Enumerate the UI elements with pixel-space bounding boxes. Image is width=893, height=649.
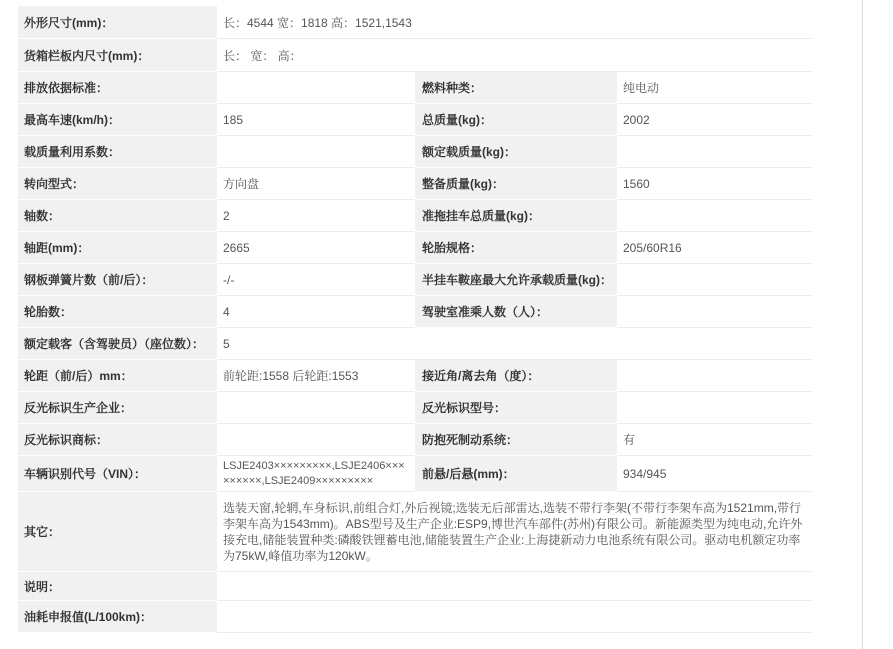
panel-divider xyxy=(862,0,863,649)
value-cab-passenger-capacity xyxy=(617,296,812,328)
label-axle-count: 轴数： xyxy=(18,200,217,232)
label-track-width: 轮距（前/后）mm： xyxy=(18,360,217,392)
value-vin: LSJE2403×××××××××,LSJE2406×××××××××,LSJE2409××××××××× xyxy=(217,456,415,492)
label-remarks: 说明： xyxy=(18,572,217,601)
label-rated-passengers: 额定载客（含驾驶员）（座位数）： xyxy=(18,328,217,360)
label-fuel-consumption: 油耗申报值(L/100km)： xyxy=(18,601,217,633)
label-rated-load-mass: 额定载质量(kg)： xyxy=(415,136,617,168)
label-semitrailer-saddle-max-load: 半挂车鞍座最大允许承载质量(kg)： xyxy=(415,264,617,296)
value-steering-type: 方向盘 xyxy=(217,168,415,200)
label-abs-system: 防抱死制动系统： xyxy=(415,424,617,456)
label-reflective-marking-model: 反光标识型号： xyxy=(415,392,617,424)
value-fuel-type: 纯电动 xyxy=(617,72,812,104)
value-outer-dimensions: 长：4544 宽：1818 高：1521,1543 xyxy=(217,6,812,39)
label-front-rear-overhang: 前悬/后悬(mm)： xyxy=(415,456,617,492)
spec-table xyxy=(18,6,812,633)
label-emission-standard: 排放依据标准： xyxy=(18,72,217,104)
value-tire-spec: 205/60R16 xyxy=(617,232,812,264)
label-outer-dimensions: 外形尺寸(mm)： xyxy=(18,6,217,39)
value-reflective-marking-trademark xyxy=(217,424,415,456)
value-front-rear-overhang: 934/945 xyxy=(617,456,812,492)
label-max-speed: 最高车速(km/h)： xyxy=(18,104,217,136)
value-reflective-marking-manufacturer xyxy=(217,392,415,424)
value-axle-count: 2 xyxy=(217,200,415,232)
label-fuel-type: 燃料种类： xyxy=(415,72,617,104)
label-approach-departure-angle: 接近角/离去角（度）： xyxy=(415,360,617,392)
value-fuel-consumption xyxy=(217,601,812,633)
label-reflective-marking-trademark: 反光标识商标： xyxy=(18,424,217,456)
label-reflective-marking-manufacturer: 反光标识生产企业： xyxy=(18,392,217,424)
label-trailer-gross-mass: 准拖挂车总质量(kg)： xyxy=(415,200,617,232)
value-wheelbase: 2665 xyxy=(217,232,415,264)
value-track-width: 前轮距:1558 后轮距:1553 xyxy=(217,360,415,392)
value-rated-passengers: 5 xyxy=(217,328,812,360)
value-abs-system: 有 xyxy=(617,424,812,456)
value-other-notes: 选装天窗,轮辋,车身标识,前组合灯,外后视镜;选装无后部雷达,选装不带行李架(不带行李架车高为1521mm,带行李架车高为1543mm)。ABS型号及生产企业:ESP9,博世汽车部件(苏州)有限公司。新能源类型为纯电动,允许外接充电,储能装置种类:磷酸铁锂蓄电池,储能装置生产企业:上海捷新动力电池系统有限公司。驱动电机额定功率为75kW,峰值功率为120kW。 xyxy=(217,492,812,572)
label-curb-mass: 整备质量(kg)： xyxy=(415,168,617,200)
label-cargo-box-inner-dimensions: 货箱栏板内尺寸(mm)： xyxy=(18,39,217,72)
value-leaf-spring-count: -/- xyxy=(217,264,415,296)
label-steering-type: 转向型式： xyxy=(18,168,217,200)
label-leaf-spring-count: 钢板弹簧片数（前/后）： xyxy=(18,264,217,296)
value-gross-mass: 2002 xyxy=(617,104,812,136)
label-other-notes: 其它： xyxy=(18,492,217,572)
value-trailer-gross-mass xyxy=(617,200,812,232)
label-load-mass-utilization: 载质量利用系数： xyxy=(18,136,217,168)
value-cargo-box-inner-dimensions: 长： 宽： 高： xyxy=(217,39,812,72)
value-emission-standard xyxy=(217,72,415,104)
value-approach-departure-angle xyxy=(617,360,812,392)
label-wheelbase: 轴距(mm)： xyxy=(18,232,217,264)
label-tire-spec: 轮胎规格： xyxy=(415,232,617,264)
value-remarks xyxy=(217,572,812,601)
value-load-mass-utilization xyxy=(217,136,415,168)
value-tire-count: 4 xyxy=(217,296,415,328)
label-vin: 车辆识别代号（VIN）： xyxy=(18,456,217,492)
label-gross-mass: 总质量(kg)： xyxy=(415,104,617,136)
value-semitrailer-saddle-max-load xyxy=(617,264,812,296)
value-max-speed: 185 xyxy=(217,104,415,136)
label-tire-count: 轮胎数： xyxy=(18,296,217,328)
label-cab-passenger-capacity: 驾驶室准乘人数（人）： xyxy=(415,296,617,328)
value-rated-load-mass xyxy=(617,136,812,168)
value-curb-mass: 1560 xyxy=(617,168,812,200)
value-reflective-marking-model xyxy=(617,392,812,424)
